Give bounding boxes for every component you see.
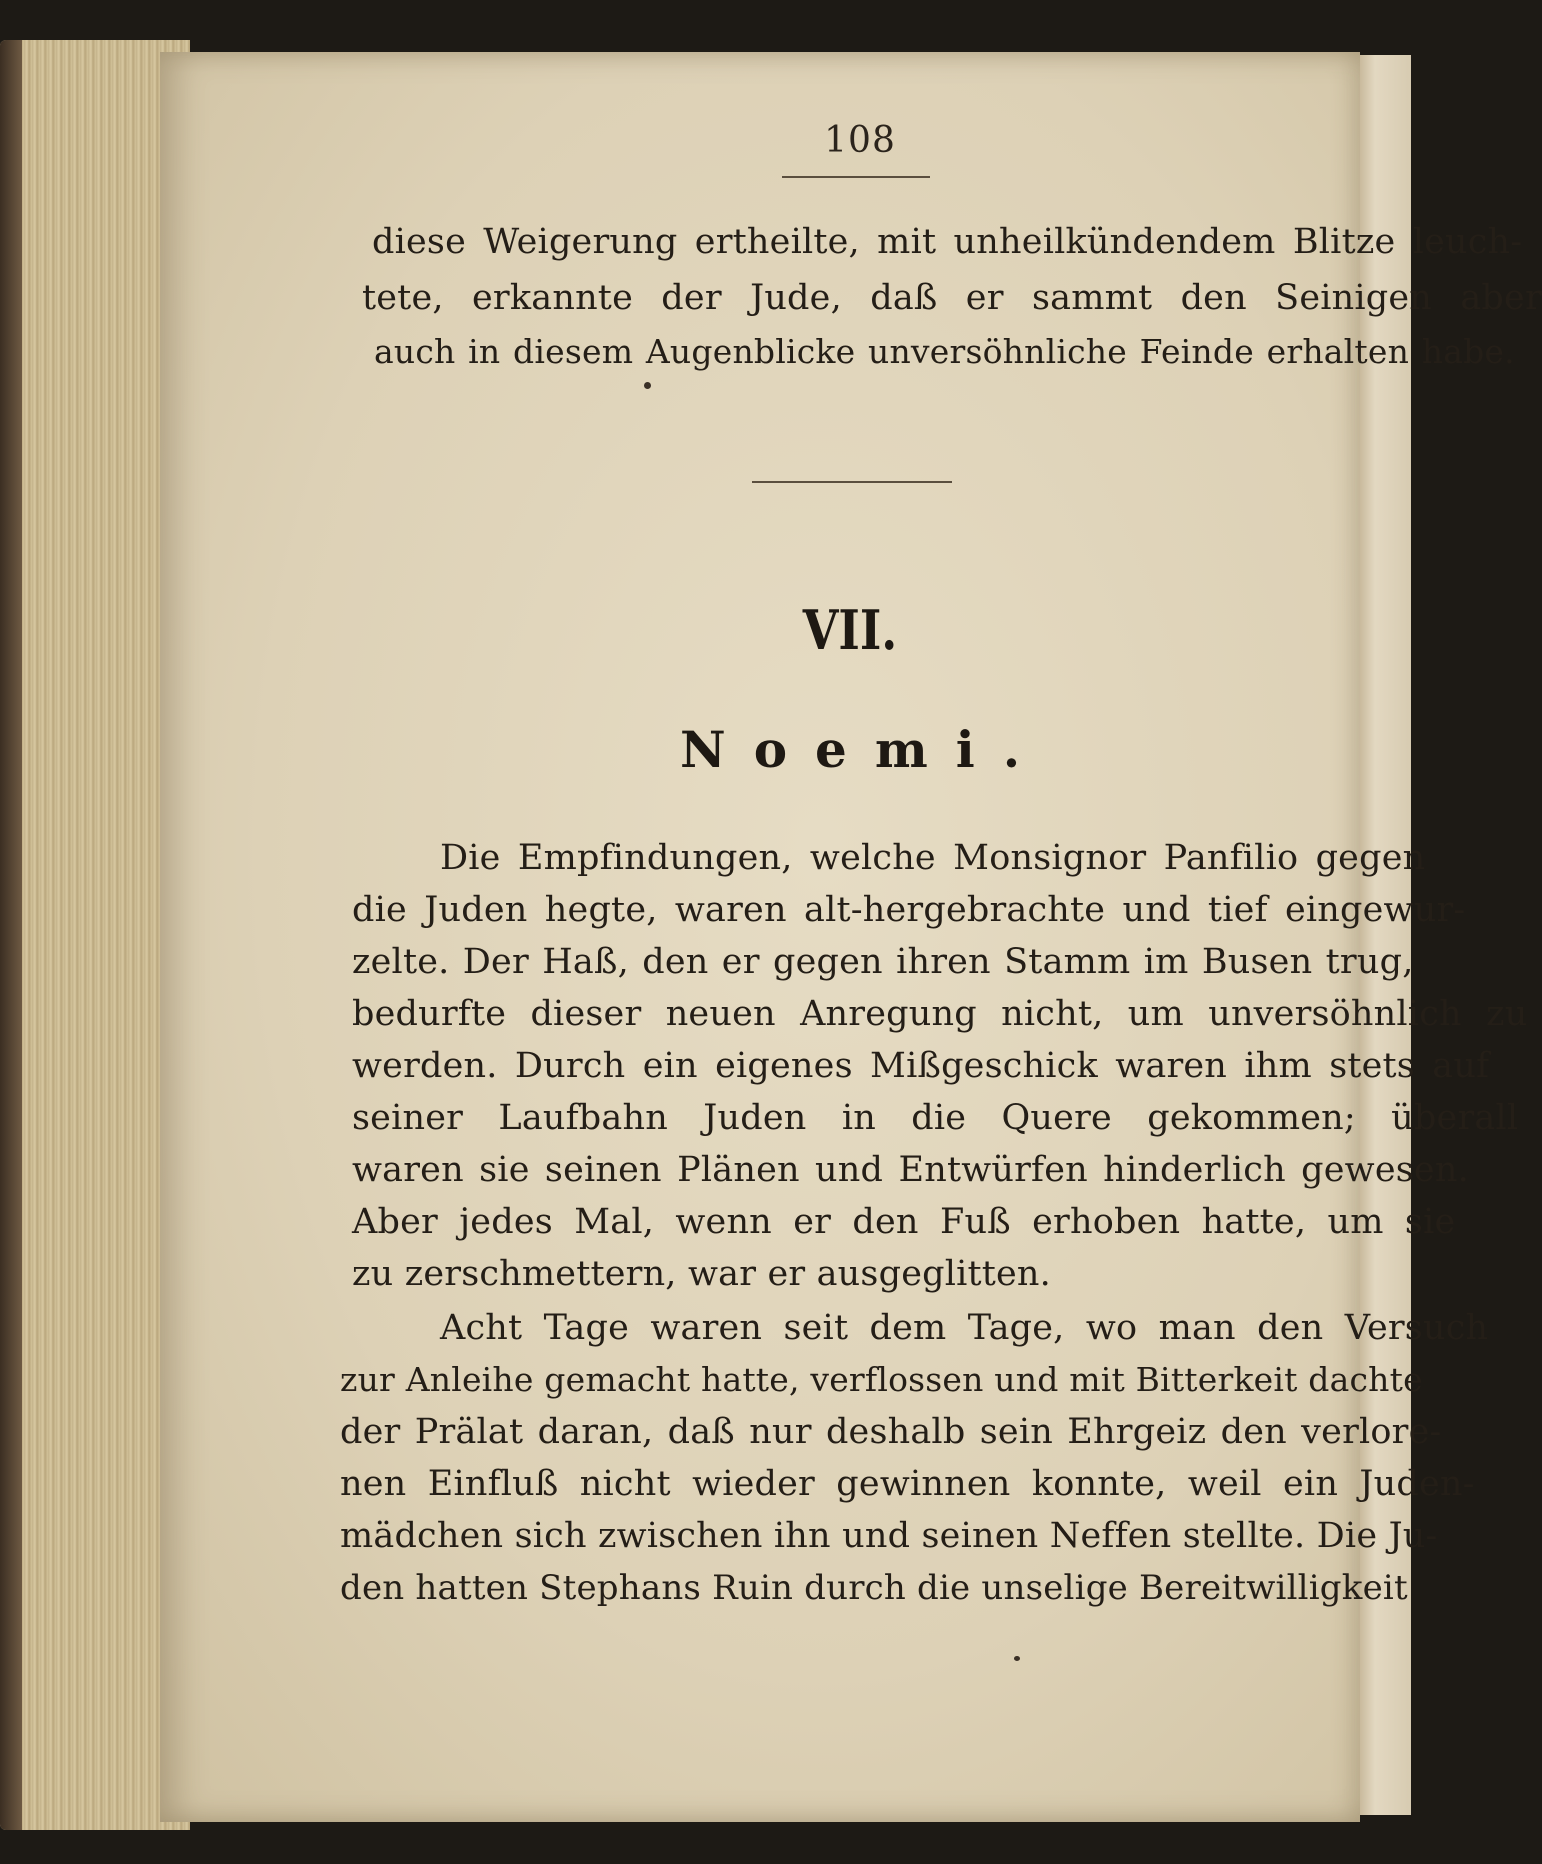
chapter-title: Noemi. <box>680 720 1049 779</box>
book-cover-edge <box>0 40 22 1830</box>
continuation-line: auch in diesem Augenblicke unversöhnliche Feinde erhalten habe. <box>374 332 1515 371</box>
body-line: Acht Tage waren seit dem Tage, wo man den Versuch <box>440 1308 1489 1348</box>
header-rule <box>782 176 930 178</box>
body-line: nen Einfluß nicht wieder gewinnen konnte, weil ein Juden- <box>340 1464 1475 1504</box>
body-line: mädchen sich zwischen ihn und seinen Neffen stellte. Die Ju- <box>340 1516 1438 1556</box>
continuation-line: diese Weigerung ertheilte, mit unheilkündendem Blitze leuch- <box>372 222 1523 262</box>
page-number: 108 <box>824 120 896 161</box>
body-line: zelte. Der Haß, den er gegen ihren Stamm im Busen trug, <box>352 942 1414 982</box>
body-line: werden. Durch ein eigenes Mißgeschick waren ihm stets auf <box>352 1046 1490 1086</box>
body-line: Aber jedes Mal, wenn er den Fuß erhoben hatte, um sie <box>352 1202 1456 1242</box>
ink-speck <box>1014 1656 1020 1661</box>
body-line: zur Anleihe gemacht hatte, verflossen und mit Bitterkeit dachte <box>340 1360 1423 1399</box>
continuation-line: tete, erkannte der Jude, daß er sammt den Seinigen aber <box>362 278 1542 318</box>
ink-speck <box>644 382 651 389</box>
body-line: der Prälat daran, daß nur deshalb sein Ehrgeiz den verlore- <box>340 1412 1442 1452</box>
body-line: seiner Laufbahn Juden in die Quere gekommen; überall <box>352 1098 1519 1138</box>
chapter-number: VII. <box>802 598 898 662</box>
body-line: den hatten Stephans Ruin durch die unselige Bereitwilligkeit <box>340 1568 1408 1608</box>
section-divider <box>752 481 952 483</box>
body-line: die Juden hegte, waren alt-hergebrachte und tief eingewur- <box>352 890 1466 930</box>
body-line: bedurfte dieser neuen Anregung nicht, um unversöhnlich zu <box>352 994 1528 1034</box>
body-line: zu zerschmettern, war er ausgeglitten. <box>352 1254 1052 1294</box>
body-line: waren sie seinen Plänen und Entwürfen hinderlich gewesen. <box>352 1150 1469 1190</box>
body-line: Die Empfindungen, welche Monsignor Panfilio gegen <box>440 838 1426 878</box>
